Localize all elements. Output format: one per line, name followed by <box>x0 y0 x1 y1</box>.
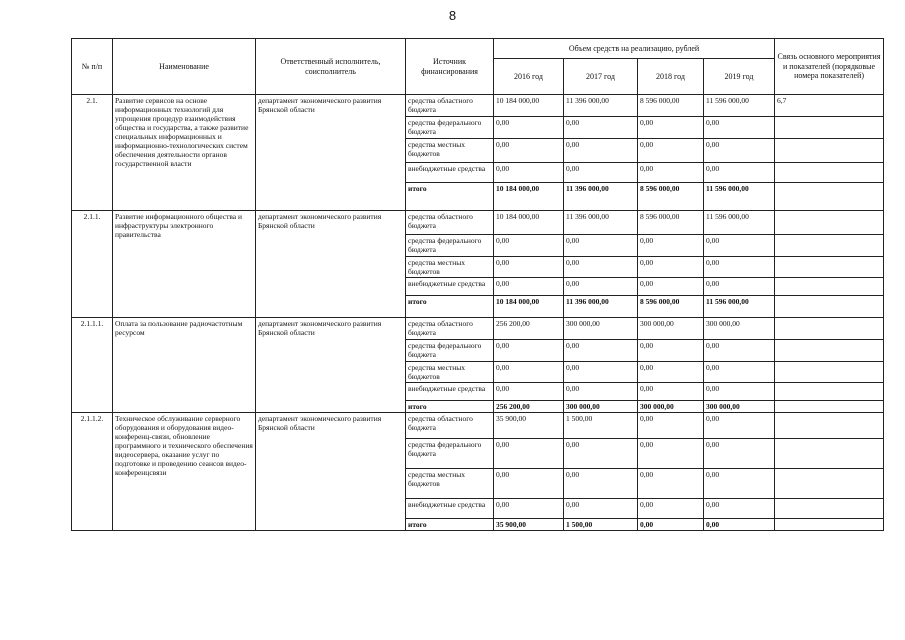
amount-cell: 0,00 <box>564 163 638 183</box>
funding-source: средства федерального бюджета <box>406 117 494 139</box>
amount-cell: 0,00 <box>638 340 704 362</box>
amount-cell: 10 184 000,00 <box>494 296 564 318</box>
amount-cell: 35 900,00 <box>494 519 564 531</box>
funding-source: средства федерального бюджета <box>406 439 494 469</box>
amount-cell: 0,00 <box>494 469 564 499</box>
indicator-link <box>775 235 884 257</box>
indicator-link <box>775 413 884 439</box>
amount-cell: 0,00 <box>704 257 775 278</box>
amount-cell: 0,00 <box>704 340 775 362</box>
amount-cell: 0,00 <box>494 278 564 296</box>
funding-source: средства областного бюджета <box>406 211 494 235</box>
amount-cell: 0,00 <box>564 278 638 296</box>
amount-cell: 11 396 000,00 <box>564 296 638 318</box>
amount-cell: 256 200,00 <box>494 401 564 413</box>
amount-cell: 0,00 <box>494 383 564 401</box>
amount-cell: 0,00 <box>494 340 564 362</box>
amount-cell: 300 000,00 <box>704 401 775 413</box>
table-header <box>72 39 884 95</box>
amount-cell: 0,00 <box>494 362 564 383</box>
amount-cell: 0,00 <box>564 117 638 139</box>
row-number: 2.1.1.2. <box>72 413 113 531</box>
amount-cell: 0,00 <box>704 139 775 163</box>
amount-cell: 0,00 <box>564 439 638 469</box>
amount-cell: 300 000,00 <box>638 318 704 340</box>
amount-cell: 0,00 <box>494 163 564 183</box>
amount-cell: 0,00 <box>564 499 638 519</box>
funding-source: средства местных бюджетов <box>406 362 494 383</box>
funding-source: средства областного бюджета <box>406 318 494 340</box>
row-executor: департамент экономического развития Брянской области <box>256 318 406 413</box>
funding-source: внебюджетные средства <box>406 499 494 519</box>
amount-cell: 0,00 <box>638 117 704 139</box>
amount-cell: 11 596 000,00 <box>704 95 775 117</box>
indicator-link <box>775 211 884 235</box>
indicator-link <box>775 139 884 163</box>
amount-cell: 10 184 000,00 <box>494 95 564 117</box>
row-name: Развитие информационного общества и инфраструктуры электронного правительства <box>113 211 256 318</box>
header-volume: Объем средств на реализацию, рублей <box>494 39 775 59</box>
page-number: 8 <box>448 8 457 23</box>
indicator-link <box>775 383 884 401</box>
table-row <box>72 95 884 117</box>
indicator-link <box>775 296 884 318</box>
header-year-2016: 2016 год <box>494 59 564 95</box>
amount-cell: 0,00 <box>494 139 564 163</box>
amount-cell: 0,00 <box>638 278 704 296</box>
amount-cell: 0,00 <box>638 499 704 519</box>
amount-cell: 0,00 <box>494 235 564 257</box>
amount-cell: 0,00 <box>638 235 704 257</box>
header-year-2019: 2019 год <box>704 59 775 95</box>
amount-cell: 0,00 <box>564 340 638 362</box>
funding-source: внебюджетные средства <box>406 278 494 296</box>
amount-cell: 300 000,00 <box>564 401 638 413</box>
amount-cell: 0,00 <box>564 362 638 383</box>
amount-cell: 1 500,00 <box>564 413 638 439</box>
header-year-2017: 2017 год <box>564 59 638 95</box>
amount-cell: 0,00 <box>704 278 775 296</box>
funding-source: средства областного бюджета <box>406 95 494 117</box>
row-name: Развитие сервисов на основе информационных технологий для упрощения процедур взаимодействия общества и государства, а также развитие специальных информационных и информационно-технологических систем обеспечения деятельности органов государственной власти <box>113 95 256 211</box>
amount-cell: 11 596 000,00 <box>704 183 775 211</box>
row-number: 2.1.1.1. <box>72 318 113 413</box>
indicator-link <box>775 401 884 413</box>
funding-source: средства местных бюджетов <box>406 469 494 499</box>
funding-source: средства местных бюджетов <box>406 257 494 278</box>
indicator-link: 6,7 <box>775 95 884 117</box>
amount-cell: 11 396 000,00 <box>564 95 638 117</box>
amount-cell: 0,00 <box>638 257 704 278</box>
amount-cell: 0,00 <box>494 499 564 519</box>
header-year-2018: 2018 год <box>638 59 704 95</box>
amount-cell: 0,00 <box>704 362 775 383</box>
indicator-link <box>775 278 884 296</box>
header-num: № п/п <box>72 39 113 95</box>
row-executor: департамент экономического развития Брянской области <box>256 95 406 211</box>
indicator-link <box>775 318 884 340</box>
funding-source: итого <box>406 519 494 531</box>
amount-cell: 0,00 <box>704 163 775 183</box>
amount-cell: 0,00 <box>564 257 638 278</box>
indicator-link <box>775 499 884 519</box>
amount-cell: 300 000,00 <box>564 318 638 340</box>
row-number: 2.1. <box>72 95 113 211</box>
funding-source: итого <box>406 296 494 318</box>
amount-cell: 0,00 <box>494 257 564 278</box>
amount-cell: 8 596 000,00 <box>638 95 704 117</box>
amount-cell: 0,00 <box>564 235 638 257</box>
amount-cell: 0,00 <box>638 439 704 469</box>
amount-cell: 10 184 000,00 <box>494 211 564 235</box>
funding-source: средства федерального бюджета <box>406 235 494 257</box>
amount-cell: 0,00 <box>564 139 638 163</box>
table-row <box>72 318 884 340</box>
amount-cell: 0,00 <box>494 439 564 469</box>
funding-source: внебюджетные средства <box>406 383 494 401</box>
amount-cell: 11 396 000,00 <box>564 183 638 211</box>
row-number: 2.1.1. <box>72 211 113 318</box>
amount-cell: 0,00 <box>638 163 704 183</box>
row-executor: департамент экономического развития Брянской области <box>256 211 406 318</box>
amount-cell: 11 596 000,00 <box>704 296 775 318</box>
indicator-link <box>775 439 884 469</box>
amount-cell: 0,00 <box>704 117 775 139</box>
amount-cell: 11 596 000,00 <box>704 211 775 235</box>
amount-cell: 35 900,00 <box>494 413 564 439</box>
amount-cell: 0,00 <box>704 499 775 519</box>
amount-cell: 10 184 000,00 <box>494 183 564 211</box>
table-row <box>72 413 884 439</box>
indicator-link <box>775 183 884 211</box>
header-executor: Ответственный исполнитель, соисполнитель <box>256 39 406 95</box>
amount-cell: 0,00 <box>638 469 704 499</box>
indicator-link <box>775 469 884 499</box>
row-name: Техническое обслуживание серверного оборудования и оборудования видео-конференц-связи, обновление программного и технического обеспечения видеосервера, оказание услуг по подготовке и проведению сеансов видео-конференцсвязи <box>113 413 256 531</box>
amount-cell: 0,00 <box>704 439 775 469</box>
amount-cell: 0,00 <box>704 235 775 257</box>
funding-source: средства областного бюджета <box>406 413 494 439</box>
header-name: Наименование <box>113 39 256 95</box>
header-source: Источник финансирования <box>406 39 494 95</box>
amount-cell: 0,00 <box>704 469 775 499</box>
amount-cell: 1 500,00 <box>564 519 638 531</box>
amount-cell: 300 000,00 <box>638 401 704 413</box>
amount-cell: 256 200,00 <box>494 318 564 340</box>
indicator-link <box>775 163 884 183</box>
amount-cell: 300 000,00 <box>704 318 775 340</box>
amount-cell: 0,00 <box>704 519 775 531</box>
amount-cell: 11 396 000,00 <box>564 211 638 235</box>
amount-cell: 0,00 <box>638 362 704 383</box>
funding-source: итого <box>406 183 494 211</box>
amount-cell: 0,00 <box>494 117 564 139</box>
indicator-link <box>775 362 884 383</box>
indicator-link <box>775 257 884 278</box>
indicator-link <box>775 340 884 362</box>
amount-cell: 8 596 000,00 <box>638 183 704 211</box>
amount-cell: 8 596 000,00 <box>638 211 704 235</box>
amount-cell: 0,00 <box>638 139 704 163</box>
funding-source: итого <box>406 401 494 413</box>
header-link: Связь основного мероприятия и показателей (порядковые номера показателей) <box>775 39 884 95</box>
budget-table <box>71 38 884 531</box>
amount-cell: 0,00 <box>564 383 638 401</box>
row-name: Оплата за пользование радиочастотным ресурсом <box>113 318 256 413</box>
amount-cell: 8 596 000,00 <box>638 296 704 318</box>
amount-cell: 0,00 <box>638 413 704 439</box>
table-row <box>72 211 884 235</box>
amount-cell: 0,00 <box>638 383 704 401</box>
funding-source: средства местных бюджетов <box>406 139 494 163</box>
amount-cell: 0,00 <box>564 469 638 499</box>
table-body <box>72 95 884 531</box>
amount-cell: 0,00 <box>704 413 775 439</box>
amount-cell: 0,00 <box>638 519 704 531</box>
funding-source: средства федерального бюджета <box>406 340 494 362</box>
amount-cell: 0,00 <box>704 383 775 401</box>
indicator-link <box>775 117 884 139</box>
indicator-link <box>775 519 884 531</box>
funding-source: внебюджетные средства <box>406 163 494 183</box>
row-executor: департамент экономического развития Брянской области <box>256 413 406 531</box>
